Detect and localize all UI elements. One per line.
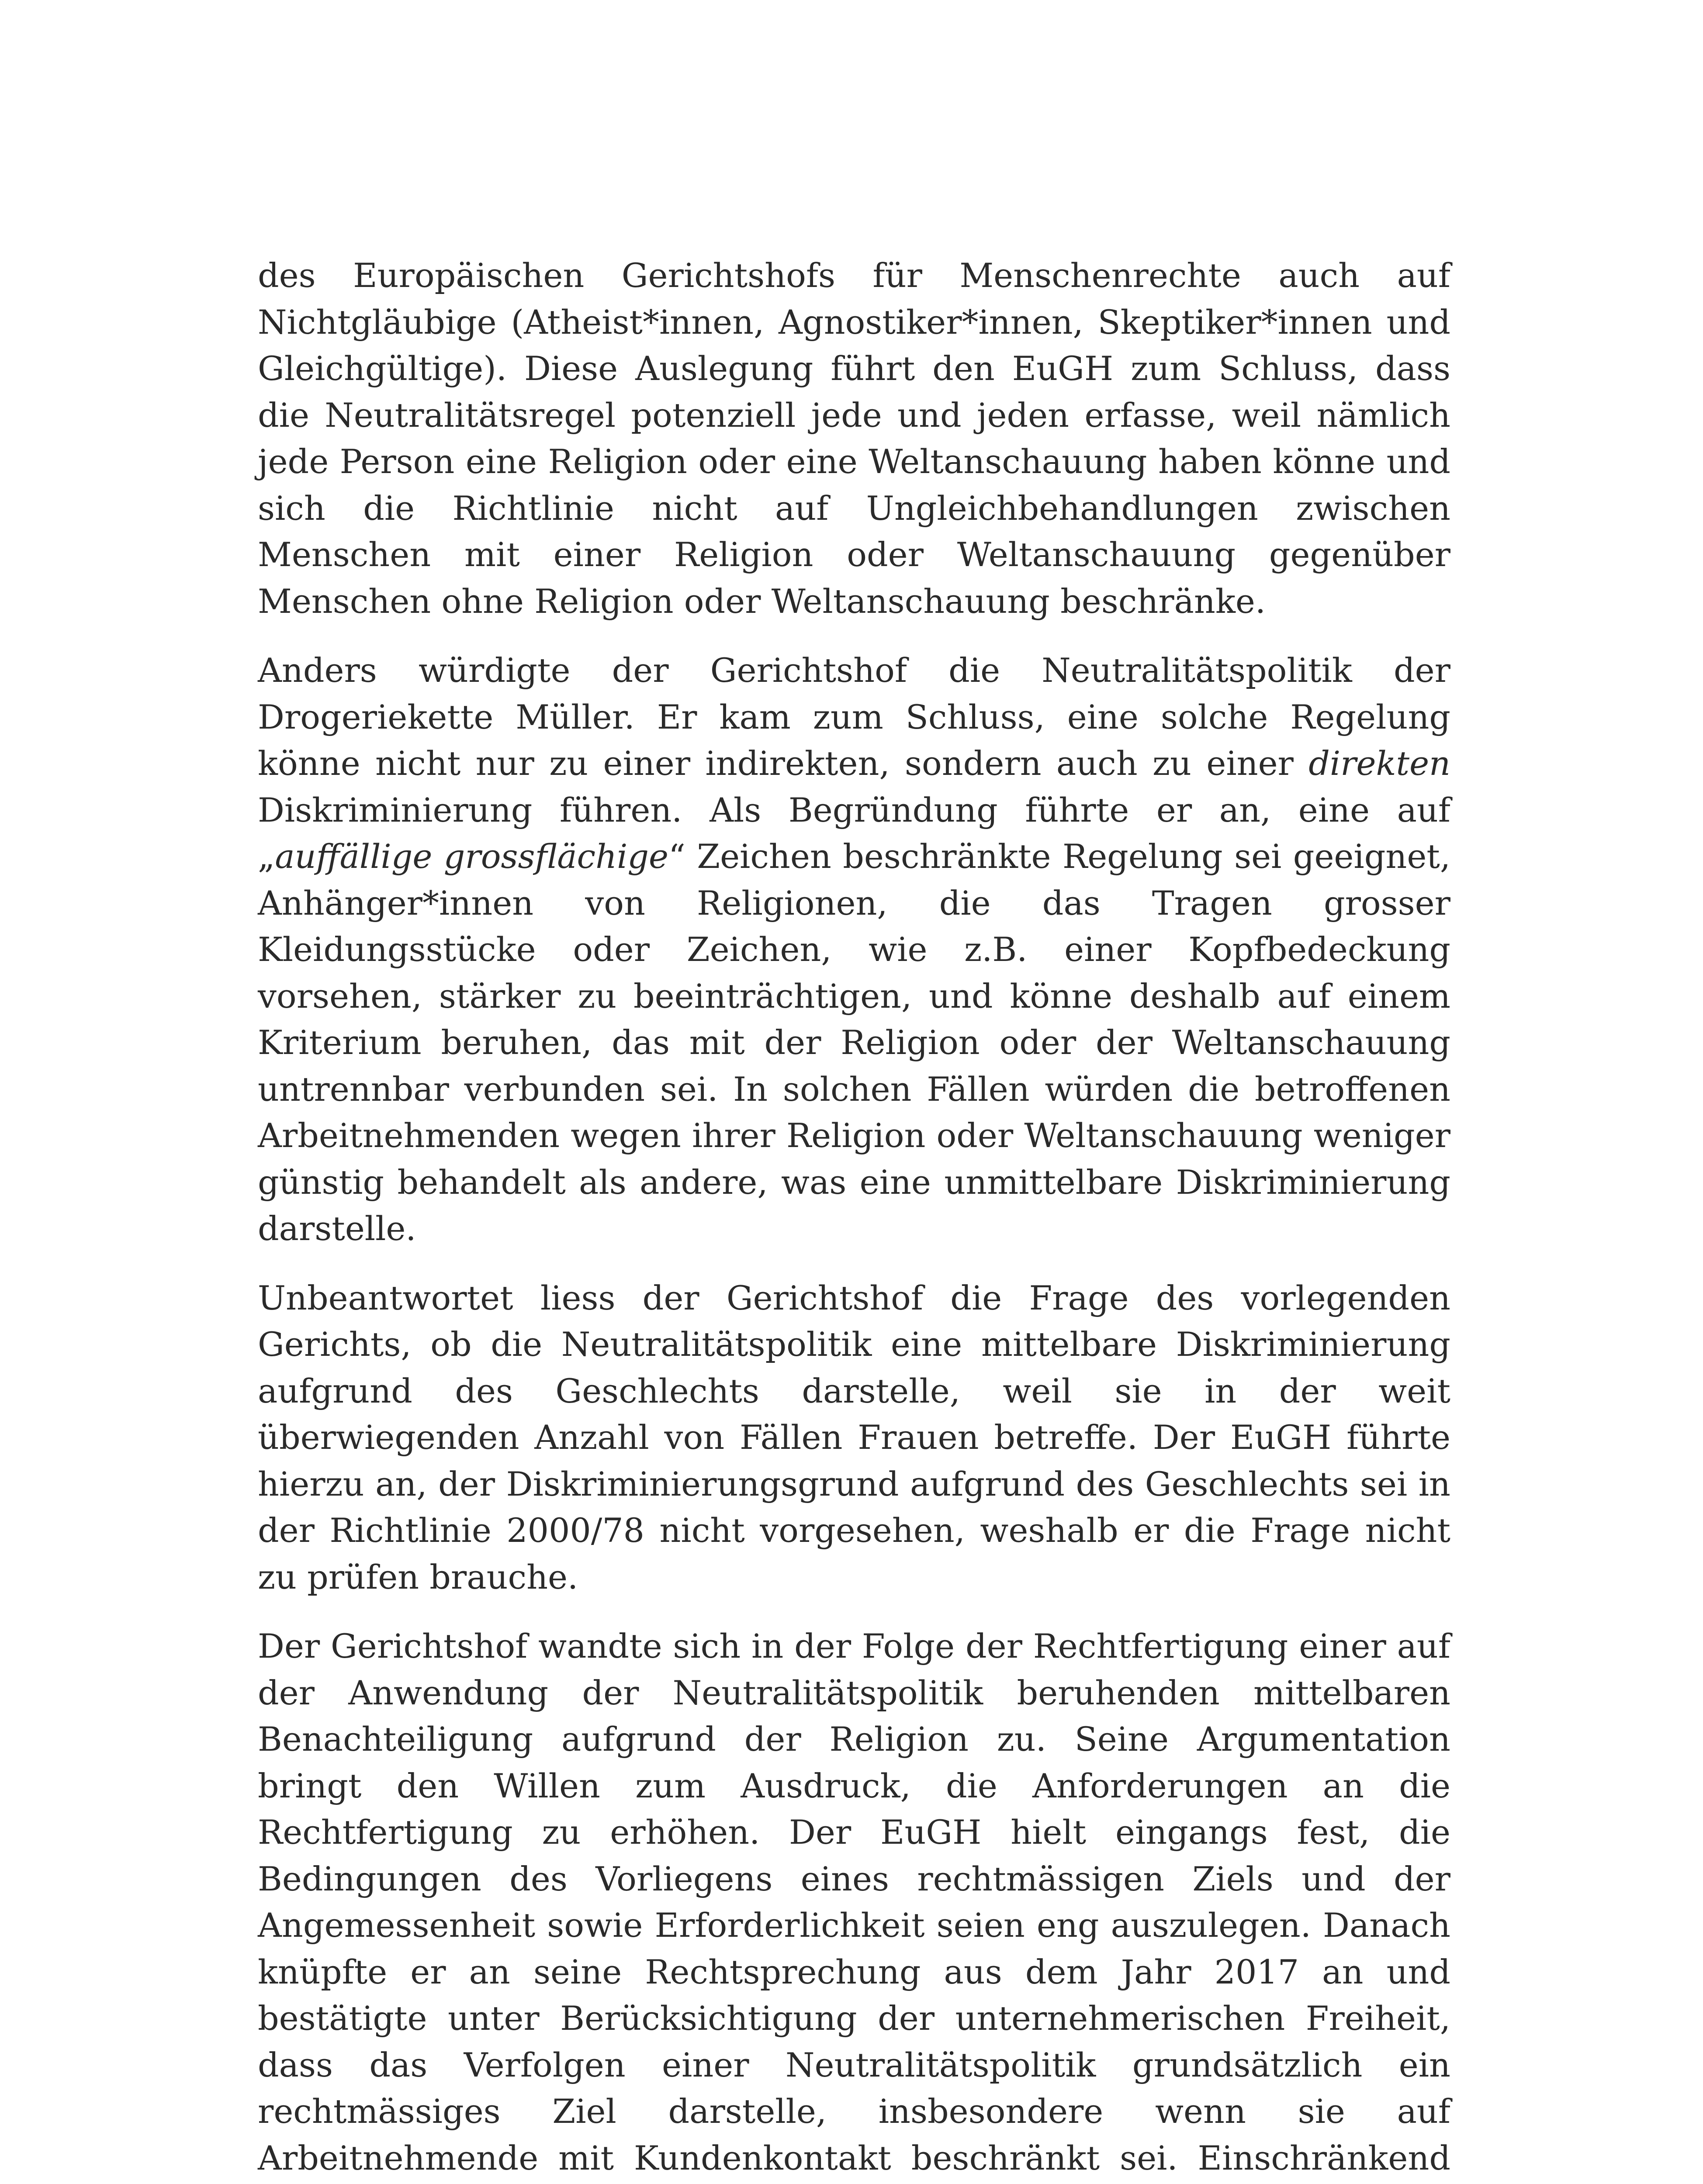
paragraph-2 <box>258 647 1450 1252</box>
paragraph-text: Diskriminierung führen. Als Begründung führte er an, eine auf „ <box>258 790 1450 876</box>
paragraph-text: “ Zeichen beschränkte Regelung sei geeignet, Anhänger*innen von Religionen, die das Tragen grosser Kleidungsstücke oder Zeichen, wie z.B. einer Kopfbedeckung vorsehen, stärker zu beeinträchtigen, und könne deshalb auf einem Kriterium beruhen, das mit der Religion oder der Weltanschauung untrennbar verbunden sei. In solchen Fällen würden die betroffenen Arbeitnehmenden wegen ihrer Religion oder Weltanschauung weniger günstig behandelt als andere, was eine unmittelbare Diskriminierung darstelle. <box>258 837 1450 1248</box>
paragraph-text: des Europäischen Gerichtshofs für Menschenrechte auch auf Nichtgläubige (Atheist*innen, Agnostiker*innen, Skeptiker*innen und Gleichgültige). Diese Auslegung führt den EuGH zum Schluss, dass die Neutralitätsregel potenziell jede und jeden erfasse, weil nämlich jede Person eine Religion oder eine Weltanschauung haben könne und sich die Richtlinie nicht auf Ungleichbehandlungen zwischen Menschen mit einer Religion oder Weltanschauung gegenüber Menschen ohne Religion oder Weltanschauung beschränke. <box>258 256 1450 621</box>
paragraph-4 <box>258 1623 1450 2184</box>
paragraph-text: Anders würdigte der Gerichtshof die Neutralitätspolitik der Drogeriekette Müller. Er kam zum Schluss, eine solche Regelung könne nicht nur zu einer indirekten, sondern auch zu einer <box>258 651 1450 783</box>
emphasis-text: direkten <box>1308 744 1450 783</box>
paragraph-text: Unbeantwortet liess der Gerichtshof die Frage des vorlegenden Gerichts, ob die Neutralitätspolitik eine mittelbare Diskriminierung aufgrund des Geschlechts darstelle, weil sie in der weit überwiegenden Anzahl von Fällen Frauen betreffe. Der EuGH führte hierzu an, der Diskriminierungsgrund aufgrund des Geschlechts sei in der Richtlinie 2000/78 nicht vorgesehen, weshalb er die Frage nicht zu prüfen brauche. <box>258 1278 1450 1597</box>
paragraph-3 <box>258 1275 1450 1601</box>
emphasis-text: auffällige grossflächige <box>275 837 668 876</box>
body-text <box>258 252 1450 2184</box>
paragraph-text: Der Gerichtshof wandte sich in der Folge der Rechtfertigung einer auf der Anwendung der Neutralitätspolitik beruhenden mittelbaren Benachteiligung aufgrund der Religion zu. Seine Argumentation bringt den Willen zum Ausdruck, die Anforderungen an die Rechtfertigung zu erhöhen. Der EuGH hielt eingangs fest, die Bedingungen des Vorliegens eines rechtmässigen Ziels und der Angemessenheit sowie Erforderlichkeit seien eng auszulegen. Danach knüpfte er an seine Rechtsprechung aus dem Jahr 2017 an und bestätigte unter Berücksichtigung der unternehmerischen Freiheit, dass das Verfolgen einer Neutralitätspolitik grundsätzlich ein rechtmässiges Ziel darstelle, insbesondere wenn sie auf Arbeitnehmende mit Kundenkontakt beschränkt sei. Einschränkend <box>258 1627 1450 2177</box>
paragraph-1 <box>258 252 1450 625</box>
